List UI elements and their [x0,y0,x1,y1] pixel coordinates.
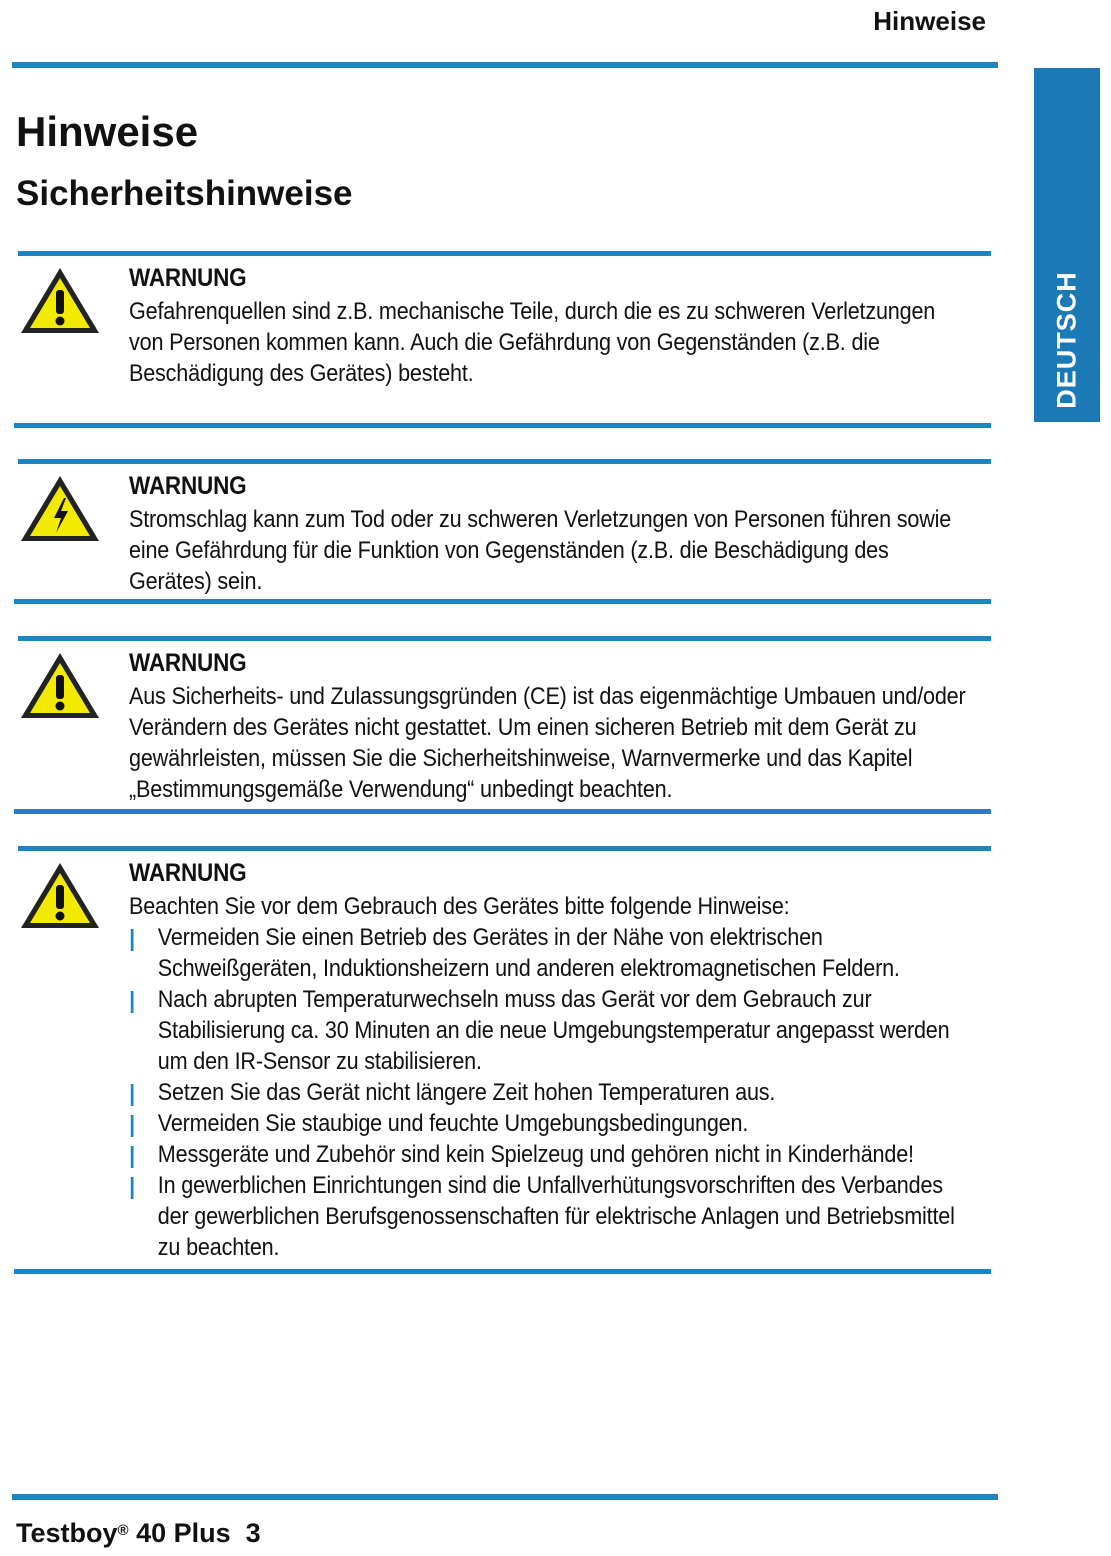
electric-shock-warning-icon [18,473,102,545]
list-item: Vermeiden Sie einen Betrieb des Gerätes in der Nähe von elektrischen Schweißgeräten, Induktionsheizern und anderen elektromagnetischen Feldern. [129,922,975,984]
warning-text: Stromschlag kann zum Tod oder zu schweren Verletzungen von Personen führen sowie eine Gefährdung für die Funktion von Gegenständen (z.B. die Beschädigung des Gerätes) sein. [129,506,952,595]
warning-bottom-rule [14,1269,991,1274]
footer-model: 40 Plus [136,1518,231,1548]
exclamation-warning-icon [18,650,102,722]
footer-product: Testboy [16,1518,118,1548]
warning-top-rule [18,459,991,464]
warning-label: WARNUNG [129,859,247,887]
warning-text: Gefahrenquellen sind z.B. mechanische Teile, durch die es zu schweren Verletzungen von Personen kommen kann. Auch die Gefährdung von Gegenständen (z.B. die Beschädigung des Gerätes) besteht. [129,298,936,387]
warning-box-2 [14,459,991,609]
warning-list [129,922,975,1263]
warning-top-rule [18,846,991,851]
page-title: Hinweise [16,108,199,155]
warning-bottom-rule [14,599,991,604]
warning-box-1 [14,251,991,431]
list-item: Messgeräte und Zubehör sind kein Spielzeug und gehören nicht in Kinderhände! [129,1139,975,1170]
exclamation-warning-icon [18,265,102,337]
language-tab [1034,68,1100,422]
page-header-title: Hinweise [873,6,986,36]
exclamation-warning-icon [18,860,102,932]
list-item: Nach abrupten Temperaturwechseln muss das Gerät vor dem Gebrauch zur Stabilisierung ca. 30 Minuten an die neue Umgebungstemperatur angepasst werden um den IR-Sensor zu stabilisieren. [129,984,975,1077]
warning-bottom-rule [14,809,991,814]
warning-intro: Beachten Sie vor dem Gebrauch des Gerätes bitte folgende Hinweise: [129,893,790,920]
warning-label: WARNUNG [129,264,247,292]
list-item: In gewerblichen Einrichtungen sind die Unfallverhütungsvorschriften des Verbandes der gewerblichen Berufsgenossenschaften für elektrische Anlagen und Betriebsmittel zu beachten. [129,1170,975,1263]
warning-top-rule [18,251,991,256]
footer [16,1518,261,1549]
footer-rule [12,1494,998,1500]
registered-mark: ® [117,1522,129,1539]
page-number: 3 [245,1518,261,1548]
list-item: Setzen Sie das Gerät nicht längere Zeit hohen Temperaturen aus. [129,1077,975,1108]
warning-label: WARNUNG [129,472,247,500]
warning-text: Aus Sicherheits- und Zulassungsgründen (CE) ist das eigenmächtige Umbauen und/oder Verändern des Gerätes nicht gestattet. Um einen sicheren Betrieb mit dem Gerät zu gewährleisten, müssen Sie die Sicherheitshinweise, Warnvermerke und das Kapitel „Bestimmungsgemäße Verwendung“ unbedingt beachten. [129,683,966,803]
header-rule [12,62,998,68]
section-title: Sicherheitshinweise [16,174,353,213]
warning-top-rule [18,636,991,641]
list-item: Vermeiden Sie staubige und feuchte Umgebungsbedingungen. [129,1108,975,1139]
warning-box-3 [14,636,991,816]
language-tab-label: DEUTSCH [1051,271,1082,409]
warning-bottom-rule [14,423,991,428]
warning-box-4 [14,846,991,1278]
warning-label: WARNUNG [129,649,247,677]
